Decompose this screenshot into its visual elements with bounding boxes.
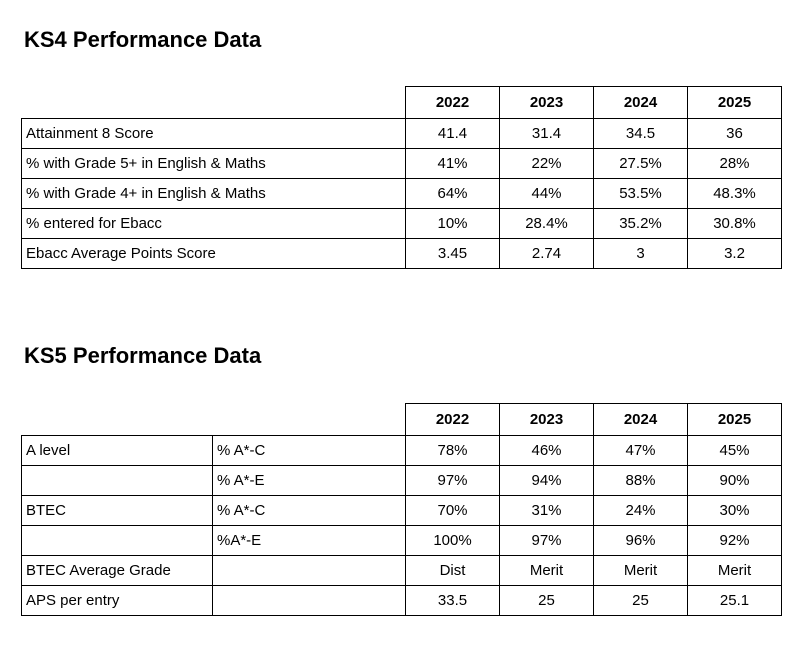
cell-value: 97% (406, 466, 500, 496)
cell-value: 28% (688, 149, 782, 179)
row-label (22, 466, 213, 496)
cell-value: Merit (500, 556, 594, 586)
cell-value: 31% (500, 496, 594, 526)
cell-value: Merit (688, 556, 782, 586)
row-label: BTEC (22, 496, 213, 526)
row-label (22, 526, 213, 556)
row-sublabel (213, 556, 406, 586)
cell-value: 92% (688, 526, 782, 556)
row-label: A level (22, 436, 213, 466)
cell-value: 47% (594, 436, 688, 466)
ks5-title: KS5 Performance Data (24, 343, 262, 368)
cell-value: 97% (500, 526, 594, 556)
table-row (22, 586, 782, 616)
cell-value: Merit (594, 556, 688, 586)
row-sublabel: % A*-C (213, 496, 406, 526)
cell-value: 34.5 (594, 119, 688, 149)
table-row (22, 466, 782, 496)
cell-value: 100% (406, 526, 500, 556)
row-sublabel: %A*-E (213, 526, 406, 556)
cell-value: 27.5% (594, 149, 688, 179)
row-label: Attainment 8 Score (22, 119, 406, 149)
ks5-table (21, 403, 782, 616)
ks4-year-header: 2022 (406, 87, 500, 119)
row-sublabel: % A*-E (213, 466, 406, 496)
cell-value: 10% (406, 209, 500, 239)
cell-value: 46% (500, 436, 594, 466)
cell-value: 33.5 (406, 586, 500, 616)
ks4-header-row (22, 87, 782, 119)
cell-value: 30% (688, 496, 782, 526)
cell-value: 88% (594, 466, 688, 496)
table-row (22, 496, 782, 526)
cell-value: 96% (594, 526, 688, 556)
cell-value: 25 (500, 586, 594, 616)
ks5-year-header: 2022 (406, 404, 500, 436)
cell-value: 30.8% (688, 209, 782, 239)
cell-value: 22% (500, 149, 594, 179)
table-row (22, 209, 782, 239)
table-row (22, 239, 782, 269)
cell-value: 2.74 (500, 239, 594, 269)
table-row (22, 556, 782, 586)
ks4-title: KS4 Performance Data (24, 27, 262, 52)
ks5-corner-blank (22, 404, 406, 436)
row-label: % with Grade 5+ in English & Maths (22, 149, 406, 179)
cell-value: 45% (688, 436, 782, 466)
cell-value: 70% (406, 496, 500, 526)
table-row (22, 526, 782, 556)
ks5-year-header: 2025 (688, 404, 782, 436)
cell-value: 41% (406, 149, 500, 179)
cell-value: 44% (500, 179, 594, 209)
ks4-corner-blank (22, 87, 406, 119)
ks4-year-header: 2025 (688, 87, 782, 119)
ks5-year-header: 2024 (594, 404, 688, 436)
cell-value: 31.4 (500, 119, 594, 149)
cell-value: 3.45 (406, 239, 500, 269)
cell-value: 25.1 (688, 586, 782, 616)
ks5-year-header: 2023 (500, 404, 594, 436)
row-label: APS per entry (22, 586, 213, 616)
cell-value: 3 (594, 239, 688, 269)
table-row (22, 119, 782, 149)
row-label: % entered for Ebacc (22, 209, 406, 239)
row-label: Ebacc Average Points Score (22, 239, 406, 269)
cell-value: 94% (500, 466, 594, 496)
ks5-header-row (22, 404, 782, 436)
table-row (22, 179, 782, 209)
row-sublabel: % A*-C (213, 436, 406, 466)
row-sublabel (213, 586, 406, 616)
row-label: % with Grade 4+ in English & Maths (22, 179, 406, 209)
cell-value: 78% (406, 436, 500, 466)
row-label: BTEC Average Grade (22, 556, 213, 586)
cell-value: 36 (688, 119, 782, 149)
cell-value: 35.2% (594, 209, 688, 239)
ks4-year-header: 2023 (500, 87, 594, 119)
cell-value: 3.2 (688, 239, 782, 269)
cell-value: Dist (406, 556, 500, 586)
cell-value: 28.4% (500, 209, 594, 239)
cell-value: 90% (688, 466, 782, 496)
cell-value: 25 (594, 586, 688, 616)
cell-value: 24% (594, 496, 688, 526)
ks4-table (21, 86, 782, 269)
table-row (22, 149, 782, 179)
cell-value: 41.4 (406, 119, 500, 149)
table-row (22, 436, 782, 466)
cell-value: 48.3% (688, 179, 782, 209)
cell-value: 64% (406, 179, 500, 209)
ks4-year-header: 2024 (594, 87, 688, 119)
cell-value: 53.5% (594, 179, 688, 209)
